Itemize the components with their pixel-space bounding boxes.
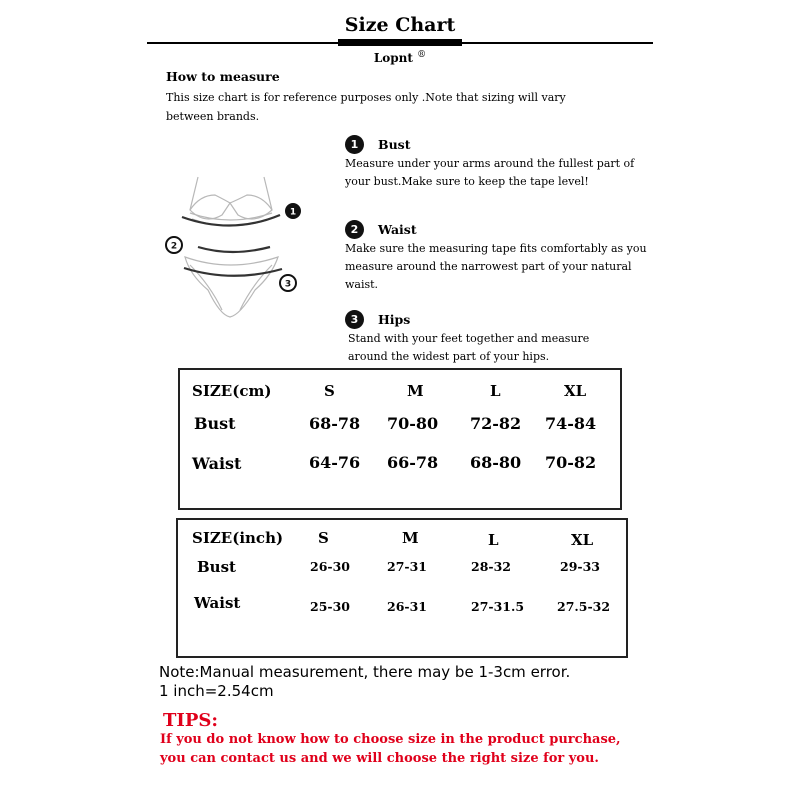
table-inch-header-s: S — [318, 529, 329, 547]
table-inch-header-l: L — [488, 531, 499, 549]
tips-heading: TIPS: — [163, 710, 218, 731]
table-inch-cell: 26-30 — [310, 559, 350, 574]
table-cm-header-s: S — [324, 382, 335, 400]
table-inch-cell: 28-32 — [471, 559, 511, 574]
measurement-note — [159, 663, 570, 701]
table-cm-header-l: L — [490, 382, 501, 400]
table-inch-header-size: SIZE(inch) — [192, 529, 284, 547]
table-inch-header-m: M — [402, 529, 419, 547]
marker-3: 3 — [284, 279, 292, 290]
table-cm-header-size: SIZE(cm) — [192, 382, 272, 400]
table-inch-cell: 27.5-32 — [557, 599, 611, 614]
table-inch-cell: 29-33 — [560, 559, 600, 574]
size-table-inch — [176, 518, 628, 658]
table-cm-cell: 70-80 — [387, 414, 439, 433]
hips-item-label: Hips — [378, 312, 411, 327]
table-cm-row-label: Waist — [192, 454, 242, 473]
hips-item-heading — [345, 310, 410, 329]
waist-item-label: Waist — [378, 222, 417, 237]
table-cm-header-xl: XL — [564, 382, 587, 400]
bust-item-label: Bust — [378, 137, 411, 152]
table-inch-cell: 27-31 — [387, 559, 427, 574]
page-title: Size Chart — [344, 14, 456, 36]
bust-item-heading — [345, 135, 410, 154]
table-cm-cell: 68-78 — [309, 414, 361, 433]
table-inch-cell: 27-31.5 — [471, 599, 525, 614]
bust-item-text: Measure under your arms around the fullest part of your bust.Make sure to keep the tape level! — [345, 157, 635, 188]
waist-item-heading — [345, 220, 417, 239]
number-1-icon: 1 — [345, 135, 364, 154]
table-cm-cell: 70-82 — [545, 453, 597, 472]
note-line-2: 1 inch=2.54cm — [159, 682, 274, 700]
table-cm-cell: 66-78 — [387, 453, 439, 472]
number-2-icon: 2 — [345, 220, 364, 239]
how-to-measure-heading: How to measure — [166, 69, 280, 84]
title-rule-accent — [338, 39, 462, 46]
marker-2: 2 — [170, 241, 178, 252]
table-cm-cell: 68-80 — [470, 453, 522, 472]
table-inch-row-label: Waist — [194, 594, 241, 612]
waist-item-text: Make sure the measuring tape fits comfortably as you measure around the narrowest part of your natural waist. — [345, 242, 647, 291]
table-cm-cell: 64-76 — [309, 453, 361, 472]
table-inch-cell: 25-30 — [310, 599, 350, 614]
tips-text: If you do not know how to choose size in the product purchase, you can contact us and we will choose the right size for you. — [160, 732, 621, 766]
table-inch-header-xl: XL — [571, 531, 594, 549]
table-inch-row-label: Bust — [197, 558, 236, 576]
table-cm-cell: 74-84 — [545, 414, 597, 433]
table-cm-row-label: Bust — [194, 414, 236, 433]
how-to-measure-text: This size chart is for reference purposes only .Note that sizing will vary between brands. — [166, 91, 566, 123]
brand-label: Lopnt — [373, 51, 413, 65]
number-3-icon: 3 — [345, 310, 364, 329]
table-cm-cell: 72-82 — [470, 414, 522, 433]
brand-name — [0, 50, 800, 65]
bikini-measure-diagram-icon — [160, 165, 310, 330]
registered-mark: ® — [417, 50, 427, 60]
size-table-cm — [178, 368, 622, 510]
marker-1: 1 — [289, 207, 297, 218]
table-cm-header-m: M — [407, 382, 424, 400]
note-line-1: Note:Manual measurement, there may be 1-3cm error. — [159, 663, 571, 681]
hips-item-text: Stand with your feet together and measure around the widest part of your hips. — [348, 332, 590, 363]
table-inch-cell: 26-31 — [387, 599, 427, 614]
